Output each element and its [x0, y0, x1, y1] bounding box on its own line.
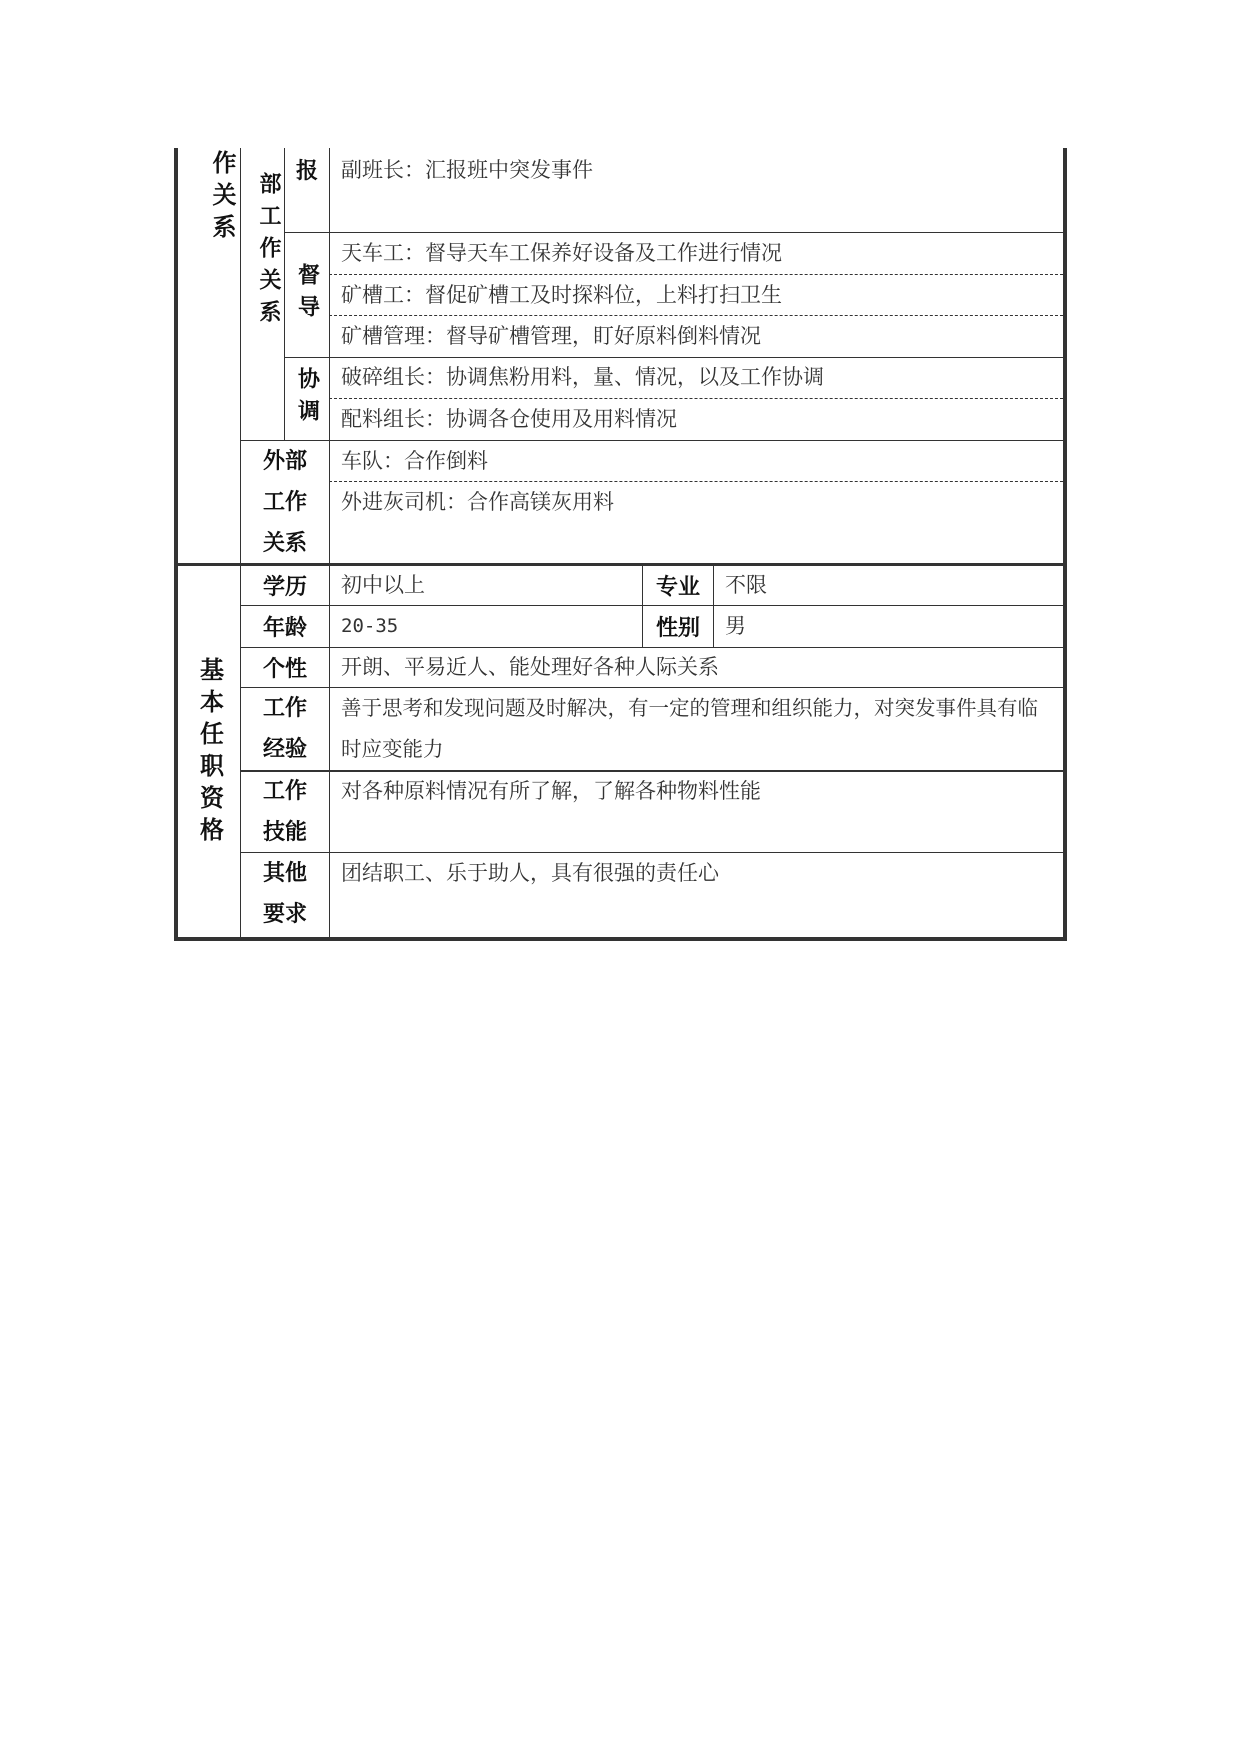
- experience-value: 善于思考和发现问题及时解决，有一定的管理和组织能力，对突发事件具有临时应变能力: [341, 696, 1038, 761]
- section-label-internal: 作关系: [208, 150, 236, 246]
- external-item: 车队：合作倒料: [341, 449, 488, 473]
- education-label: 学历: [262, 575, 307, 600]
- coordinate-item: 破碎组长：协调焦粉用料，量、情况，以及工作协调: [341, 365, 824, 389]
- coordinate-item: 配料组长：协调各仓使用及用料情况: [341, 407, 677, 431]
- supervise-item: 矿槽工：督促矿槽工及时探料位，上料打扫卫生: [341, 283, 782, 307]
- coordinate-label: 协调: [294, 367, 320, 431]
- age-label: 年龄: [262, 616, 307, 641]
- skills-label: 工作技能: [262, 779, 307, 845]
- gender-value: 男: [725, 614, 746, 638]
- other-value: 团结职工、乐于助人，具有很强的责任心: [341, 861, 719, 885]
- grid-line: [329, 148, 330, 940]
- experience-label: 工作经验: [262, 696, 307, 762]
- major-label: 专业: [655, 575, 700, 600]
- external-item: 外进灰司机：合作高镁灰用料: [341, 490, 614, 514]
- other-label: 其他要求: [262, 861, 307, 927]
- sub-label-internal: 部工作关系: [256, 172, 281, 332]
- supervise-item: 天车工：督导天车工保养好设备及工作进行情况: [341, 241, 782, 265]
- age-value: 20-35: [341, 615, 399, 637]
- gender-label: 性别: [655, 616, 700, 641]
- skills-value: 对各种原料情况有所了解，了解各种物料性能: [341, 779, 761, 803]
- supervise-item: 矿槽管理：督导矿槽管理，盯好原料倒料情况: [341, 324, 761, 348]
- report-item: 副班长：汇报班中突发事件: [341, 158, 593, 182]
- personality-value: 开朗、平易近人、能处理好各种人际关系: [341, 655, 719, 679]
- supervise-label: 督导: [294, 263, 320, 327]
- report-label: 报: [295, 158, 318, 184]
- major-value: 不限: [725, 573, 767, 597]
- external-label: 外部工作关系: [262, 448, 307, 556]
- education-value: 初中以上: [341, 573, 425, 597]
- personality-label: 个性: [262, 657, 307, 682]
- section-label-qualifications: 基本任职资格: [195, 657, 224, 849]
